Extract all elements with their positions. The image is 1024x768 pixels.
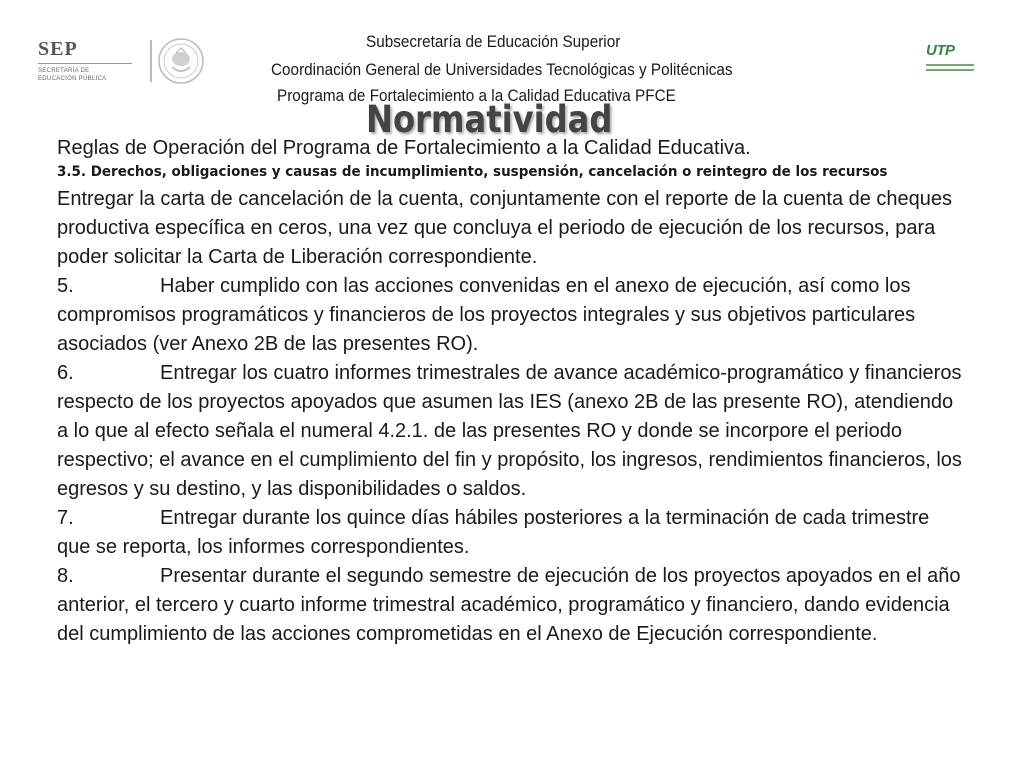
sep-logo-subtitle-1: SECRETARÍA DE xyxy=(38,68,90,74)
logo-divider xyxy=(150,40,152,82)
header-coordinacion: Coordinación General de Universidades Tecnológicas y Politécnicas xyxy=(271,60,733,79)
sep-logo-rule xyxy=(38,63,132,64)
list-item-text: Presentar durante el segundo semestre de ejecución de los proyectos apoyados en el año anterior, el tercero y cuarto informe trimestral académico, programático y financiero, dando evidencia del cumplimiento de las acciones comprometidas en el Anexo de Ejecución correspondiente. xyxy=(57,565,961,645)
header-subsecretaria: Subsecretaría de Educación Superior xyxy=(366,32,621,51)
national-seal-icon xyxy=(156,37,206,85)
sep-logo-subtitle-2: EDUCACIÓN PÚBLICA xyxy=(38,76,107,82)
paragraph: Entregar la carta de cancelación de la cuenta, conjuntamente con el reporte de la cuenta de cheques productiva específica en ceros, una vez que concluya el periodo de ejecución de los recursos, para poder solicitar la Carta de Liberación correspondiente. xyxy=(57,188,953,268)
utp-logo-rule-2 xyxy=(926,69,974,71)
intro-line: Reglas de Operación del Programa de Fortalecimiento a la Calidad Educativa. xyxy=(57,137,751,159)
page-title: Normatividad xyxy=(366,98,613,141)
list-item-number: 5. xyxy=(57,275,74,297)
utp-logo-rule-1 xyxy=(926,64,974,66)
list-item xyxy=(57,359,962,504)
list-item-text: Entregar durante los quince días hábiles posteriores a la terminación de cada trimestre que se reporta, los informes correspondientes. xyxy=(57,507,930,558)
document-body xyxy=(57,136,962,649)
utp-logo xyxy=(926,42,974,74)
list-item xyxy=(57,272,962,359)
list-item-number: 7. xyxy=(57,507,74,529)
sep-logo xyxy=(38,38,138,82)
section-heading: 3.5. Derechos, obligaciones y causas de incumplimiento, suspensión, cancelación o reintegro de los recursos xyxy=(57,164,888,180)
utp-logo-text: UTP xyxy=(926,42,955,59)
sep-logo-title: SEP xyxy=(38,38,78,60)
list-item-text: Haber cumplido con las acciones convenidas en el anexo de ejecución, así como los compromisos programáticos y financieros de los proyectos integrales y sus objetivos particulares asociados (ver Anexo 2B de las presentes RO). xyxy=(57,275,916,355)
list-item-number: 6. xyxy=(57,362,74,384)
list-item xyxy=(57,504,962,562)
list-item xyxy=(57,562,962,649)
header-programa: Programa de Fortalecimiento a la Calidad Educativa PFCE xyxy=(277,86,676,105)
list-item-text: Entregar los cuatro informes trimestrales de avance académico-programático y financieros respecto de los proyectos apoyados que asumen las IES (anexo 2B de las presente RO), atendiendo a lo que al efecto señala el numeral 4.2.1. de las presentes RO y donde se incorpore el periodo respectivo; el avance en el cumplimiento del fin y propósito, los ingresos, rendimientos financieros, los egresos y su destino, y las disponibilidades o saldos. xyxy=(57,362,962,500)
list-item-number: 8. xyxy=(57,565,74,587)
